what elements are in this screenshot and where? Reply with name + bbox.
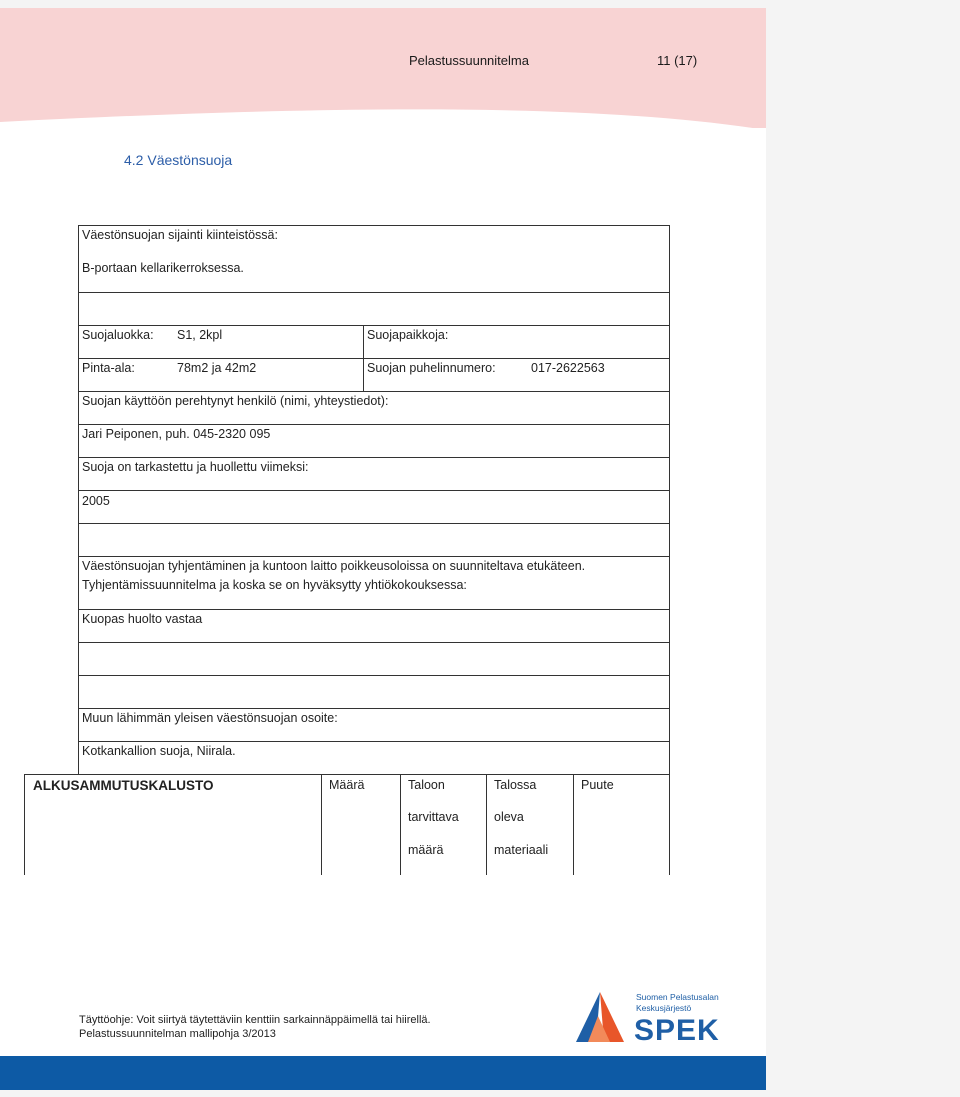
person-label-row [79, 391, 669, 424]
places-label: Suojapaikkoja: [367, 328, 449, 342]
header-band [0, 8, 766, 128]
clearing-value[interactable]: Kuopas huolto vastaa [82, 612, 203, 626]
logo-line-2: Keskusjärjestö [636, 1003, 692, 1013]
inspected-value-row [79, 490, 669, 523]
cell-divider [363, 326, 364, 358]
inspected-label: Suoja on tarkastettu ja huollettu viimeksi: [82, 460, 309, 474]
class-value[interactable]: S1, 2kpl [177, 328, 223, 342]
area-label: Pinta-ala: [82, 361, 135, 375]
phone-label: Suojan puhelinnumero: [367, 361, 496, 375]
col-divider [321, 775, 322, 875]
spek-logo [574, 988, 724, 1048]
logo-acronym: SPEK [634, 1014, 720, 1047]
clearing-value-row [79, 609, 669, 642]
col-existing-2: oleva [494, 810, 524, 824]
col-needed-3: määrä [408, 843, 444, 857]
clearing-row [79, 556, 669, 609]
area-row [79, 358, 669, 391]
empty-row[interactable] [79, 523, 669, 556]
location-value[interactable]: B-portaan kellarikerroksessa. [82, 261, 244, 275]
empty-row[interactable] [79, 675, 669, 708]
col-amount: Määrä [329, 778, 365, 792]
person-value-row [79, 424, 669, 457]
empty-row[interactable] [79, 292, 669, 325]
col-divider [400, 775, 401, 875]
inspected-value[interactable]: 2005 [82, 494, 110, 508]
nearest-value-row [79, 741, 669, 774]
area-value[interactable]: 78m2 ja 42m2 [177, 361, 257, 375]
cell-divider [363, 359, 364, 391]
col-missing: Puute [581, 778, 614, 792]
phone-value[interactable]: 017-2622563 [531, 361, 605, 375]
doc-title: Pelastussuunnitelma [409, 53, 529, 68]
page-number: 11 (17) [657, 53, 698, 68]
shelter-info-table [78, 225, 670, 774]
clearing-label: Tyhjentämissuunnitelma ja koska se on hyväksytty yhtiökokouksessa: [82, 578, 467, 592]
location-label: Väestönsuojan sijainti kiinteistössä: [82, 228, 278, 242]
section-title: 4.2 Väestönsuoja [124, 152, 233, 168]
nearest-label: Muun lähimmän yleisen väestönsuojan osoite: [82, 711, 338, 725]
col-needed-2: tarvittava [408, 810, 459, 824]
inspected-label-row [79, 457, 669, 490]
empty-row[interactable] [79, 642, 669, 675]
footer-template: Pelastussuunnitelman mallipohja 3/2013 [79, 1028, 276, 1040]
class-label: Suojaluokka: [82, 328, 154, 342]
equipment-title: ALKUSAMMUTUSKALUSTO [33, 778, 214, 793]
nearest-value[interactable]: Kotkankallion suoja, Niirala. [82, 744, 236, 758]
col-divider [486, 775, 487, 875]
clearing-note: Väestönsuojan tyhjentäminen ja kuntoon laitto poikkeusoloissa on suunniteltava etukäteen. [82, 559, 586, 573]
footer-bar [0, 1056, 766, 1090]
logo-line-1: Suomen Pelastusalan [636, 992, 719, 1002]
nearest-label-row [79, 708, 669, 741]
class-row [79, 325, 669, 358]
col-divider [573, 775, 574, 875]
spek-logo-mark-icon [574, 988, 634, 1046]
col-needed-1: Taloon [408, 778, 445, 792]
equipment-table [24, 774, 670, 875]
document-page [0, 8, 766, 1090]
person-value[interactable]: Jari Peiponen, puh. 045-2320 095 [82, 427, 271, 441]
col-existing-1: Talossa [494, 778, 537, 792]
footer-hint: Täyttöohje: Voit siirtyä täytettäviin kenttiin sarkainnäppäimellä tai hiirellä. [79, 1014, 431, 1026]
location-row [79, 225, 669, 292]
person-label: Suojan käyttöön perehtynyt henkilö (nimi, yhteystiedot): [82, 394, 389, 408]
col-existing-3: materiaali [494, 843, 549, 857]
